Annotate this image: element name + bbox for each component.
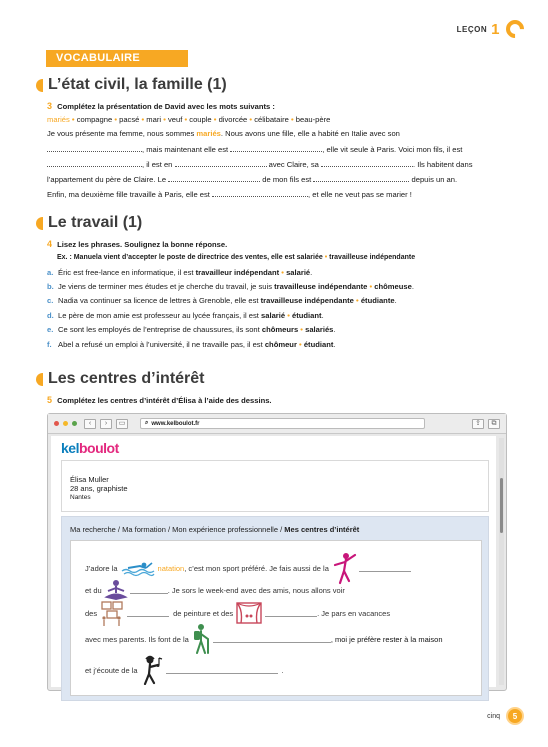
item-end: .: [321, 310, 324, 320]
item-end: .: [394, 296, 397, 306]
item-letter: e.: [47, 325, 54, 335]
page-word: cinq: [487, 712, 500, 720]
back-button[interactable]: ‹: [84, 419, 96, 429]
site-logo[interactable]: [61, 440, 119, 456]
profile-name: Élisa Muller: [70, 475, 109, 484]
option-choice[interactable]: chômeur: [264, 339, 297, 349]
item-text: Abel a refusé un emploi à l’université, il ne travaille pas, il est: [58, 339, 265, 349]
lesson-number: 1: [491, 20, 500, 38]
item-text: Nadia va continuer sa licence de lettres à Grenoble, elle est: [58, 296, 261, 306]
word-bank-item: beau-père: [295, 115, 331, 125]
scrollbar-thumb[interactable]: [500, 478, 503, 533]
item-text: Le père de mon amie est professeur au lycée français, il est: [58, 310, 262, 320]
exercise-item: f. Abel a refusé un emploi à l’université, il ne travaille pas, il est chômeur • étudiant.: [47, 338, 507, 351]
option-choice[interactable]: chômeuse: [374, 281, 412, 291]
exercise-item: a. Éric est free-lance en informatique, il est travailleur indépendant • salarié.: [47, 266, 507, 279]
text-segment: et j’écoute de la: [85, 665, 138, 675]
option-choice[interactable]: salarié: [286, 267, 311, 277]
text-segment: de mon fils est: [262, 175, 312, 185]
option-choice[interactable]: salarié: [261, 310, 286, 320]
forward-button[interactable]: ›: [100, 419, 112, 429]
section-title-travail: [36, 214, 142, 232]
answer-blank[interactable]: [166, 666, 278, 674]
option-choice[interactable]: chômeurs: [261, 325, 299, 335]
browser-toolbar: [48, 414, 506, 434]
text-segment: , elle vit seule à Paris. Voici mon fils, il est: [322, 144, 463, 154]
example-word: natation: [157, 563, 185, 573]
option-choice[interactable]: travailleuse indépendante: [274, 281, 368, 291]
exercise-item: c. Nadia va continuer sa licence de lettres à Grenoble, elle est travailleuse indépendante • étudiante.: [47, 294, 507, 307]
answer-blank[interactable]: [175, 158, 267, 167]
profile-info: 28 ans, graphiste: [70, 484, 128, 493]
answer-blank[interactable]: [127, 609, 169, 617]
half-moon-icon: [36, 79, 43, 92]
swimmer-icon: [120, 559, 156, 577]
answer-blank[interactable]: [313, 173, 409, 182]
item-letter: b.: [47, 281, 54, 291]
page-footer: [487, 707, 524, 725]
vocabulary-banner: VOCABULAIRE: [46, 50, 188, 67]
text-segment: depuis un an.: [411, 175, 458, 185]
exercise-instruction: Complétez les centres d’intérêt d’Élisa à l’aide des dessins.: [57, 396, 272, 405]
answer-blank[interactable]: [265, 609, 317, 617]
example-option: travailleuse indépendante: [329, 254, 416, 262]
story-line: [85, 623, 443, 655]
scrollbar[interactable]: [499, 438, 504, 685]
exercise-instruction: Lisez les phrases. Soulignez la bonne réponse.: [57, 240, 228, 249]
logo-part: boulot: [78, 440, 119, 456]
text-segment: l’appartement du père de Claire. Le: [47, 175, 167, 185]
story-line: [85, 655, 284, 685]
word-bank-item: couple: [189, 115, 212, 125]
exercise-4-items: [47, 266, 507, 351]
logo-part: kel: [61, 440, 79, 456]
answer-blank[interactable]: [359, 564, 411, 572]
text-segment: , il est en: [142, 159, 173, 169]
exercise-item: e. Ce sont les employés de l’entreprise de chaussures, ils sont chômeurs • salariés.: [47, 323, 507, 336]
story-line: [85, 579, 345, 601]
search-icon: ⌕: [145, 420, 149, 426]
item-text: Ce sont les employés de l’entreprise de chaussures, ils sont: [58, 325, 262, 335]
section-title-text: L’état civil, la famille (1): [48, 76, 227, 93]
section-title-centres-interet: [36, 370, 205, 388]
tabs-panel: [61, 516, 489, 701]
web-page: [51, 436, 496, 687]
text-segment: . Nous avons une fille, elle a habité en Italie avec son: [220, 129, 400, 139]
word-bank-item: divorcée: [218, 115, 248, 125]
section-title-text: Le travail (1): [48, 214, 143, 231]
word-bank-item: célibataire: [254, 115, 289, 125]
exercise-number: 3: [47, 101, 53, 111]
answer-blank[interactable]: [168, 173, 260, 182]
example-option: salariée: [296, 254, 323, 262]
example-word: mariés: [196, 129, 221, 139]
item-letter: c.: [47, 296, 54, 306]
interests-content: [70, 540, 482, 696]
profile-card: [61, 460, 489, 512]
option-choice[interactable]: étudiante: [360, 296, 395, 306]
exercise-instruction: Complétez la présentation de David avec les mots suivants :: [57, 102, 275, 111]
hiker-icon: [191, 623, 211, 655]
item-letter: d.: [47, 310, 54, 320]
profile-city: Nantes: [70, 494, 91, 501]
share-button[interactable]: ⇪: [472, 419, 484, 429]
text-segment: . Ils habitent dans: [413, 159, 473, 169]
minimize-dot-icon[interactable]: [63, 421, 68, 426]
half-moon-icon: [36, 373, 43, 386]
item-end: .: [333, 325, 336, 335]
page-number: 5: [506, 707, 524, 725]
maximize-dot-icon[interactable]: [72, 421, 77, 426]
text-segment: , c’est mon sport préféré. Je fais aussi de la: [184, 563, 329, 573]
item-letter: a.: [47, 267, 54, 277]
word-bank-item: mariés: [47, 115, 70, 125]
close-dot-icon[interactable]: [54, 421, 59, 426]
option-choice[interactable]: étudiant: [292, 310, 322, 320]
text-segment: J’adore la: [85, 563, 118, 573]
exercise-3: [47, 100, 507, 201]
answer-blank[interactable]: [212, 188, 308, 197]
text-segment: . Je sors le week-end avec des amis, nous allons voir: [167, 585, 345, 595]
word-bank-item: pacsé: [119, 115, 140, 125]
url-text: www.kelboulot.fr: [151, 420, 200, 427]
text-segment: de peinture et des: [173, 608, 234, 618]
text-segment: Je vous présente ma femme, nous sommes: [47, 129, 197, 139]
yoga-icon: [104, 579, 128, 601]
item-end: .: [333, 339, 336, 349]
sidebar-button[interactable]: ▭: [116, 419, 128, 429]
lesson-label: LEÇON: [456, 24, 488, 34]
option-choice[interactable]: étudiant: [303, 339, 334, 349]
text-segment: et du: [85, 585, 102, 595]
text-segment: . Je pars en vacances: [317, 608, 391, 618]
text-segment: Enfin, ma deuxième fille travaille à Paris, elle est: [47, 190, 210, 200]
exercise-4: [47, 238, 507, 351]
word-bank-item: veuf: [167, 115, 183, 125]
tabs-button[interactable]: ⧉: [488, 419, 500, 429]
text-segment: avec Claire, sa: [268, 159, 319, 169]
section-title-etat-civil: [36, 76, 227, 94]
option-choice[interactable]: travailleuse indépendante: [260, 296, 354, 306]
profile-tabs: [70, 525, 359, 534]
word-bank-item: mari: [146, 115, 162, 125]
item-end: .: [411, 281, 414, 291]
section-title-text: Les centres d’intérêt: [48, 370, 205, 387]
answer-blank[interactable]: [47, 143, 142, 152]
half-moon-icon: [36, 217, 43, 230]
option-choice[interactable]: travailleur indépendant: [195, 267, 280, 277]
lesson-header: [457, 20, 524, 38]
lesson-ring-icon: [502, 16, 527, 41]
answer-blank[interactable]: [230, 143, 322, 152]
text-segment: , moi je préfère rester à la maison: [330, 634, 443, 644]
text-segment: , mais maintenant elle est: [142, 144, 229, 154]
answer-blank[interactable]: [321, 158, 413, 167]
item-text: Éric est free-lance en informatique, il est: [58, 267, 196, 277]
word-bank: mariés • compagne • pacsé • mari • veuf • couple • divorcée • célibataire • beau-père: [47, 115, 331, 125]
text-segment: avec mes parents. Ils font de la: [85, 634, 189, 644]
text-segment: des: [85, 608, 98, 618]
option-choice[interactable]: salariés: [305, 325, 334, 335]
text-segment: .: [281, 665, 284, 675]
music-listener-icon: [140, 655, 164, 685]
answer-blank[interactable]: [130, 586, 168, 594]
exercise-number: 4: [47, 239, 53, 249]
exercise-item: b. Je viens de terminer mes études et je cherche du travail, je suis travailleuse indépendante • chômeuse.: [47, 280, 507, 293]
item-end: .: [310, 267, 313, 277]
text-segment: , et elle ne veut pas se marier !: [308, 190, 412, 200]
tab-centres-interet[interactable]: Mes centres d’intérêt: [284, 525, 360, 534]
answer-blank[interactable]: [213, 635, 331, 643]
exercise-number: 5: [47, 395, 53, 405]
tab-links[interactable]: Ma recherche / Ma formation / Mon expérience professionnelle /: [70, 525, 285, 534]
item-text: Je viens de terminer mes études et je cherche du travail, je suis: [58, 281, 275, 291]
example-text: Ex. : Manuela vient d’accepter le poste de directrice des ventes, elle est: [57, 254, 297, 262]
exercise-5: [47, 394, 507, 407]
exercise-item: d. Le père de mon amie est professeur au lycée français, il est salarié • étudiant.: [47, 309, 507, 322]
answer-blank[interactable]: [47, 158, 142, 167]
browser-window: [47, 413, 507, 691]
url-bar[interactable]: [140, 418, 425, 429]
example-line: Ex. : Manuela vient d’accepter le poste de directrice des ventes, elle est salariée • travailleuse indépendante: [57, 254, 416, 262]
item-letter: f.: [47, 339, 52, 349]
word-bank-item: compagne: [76, 115, 113, 125]
